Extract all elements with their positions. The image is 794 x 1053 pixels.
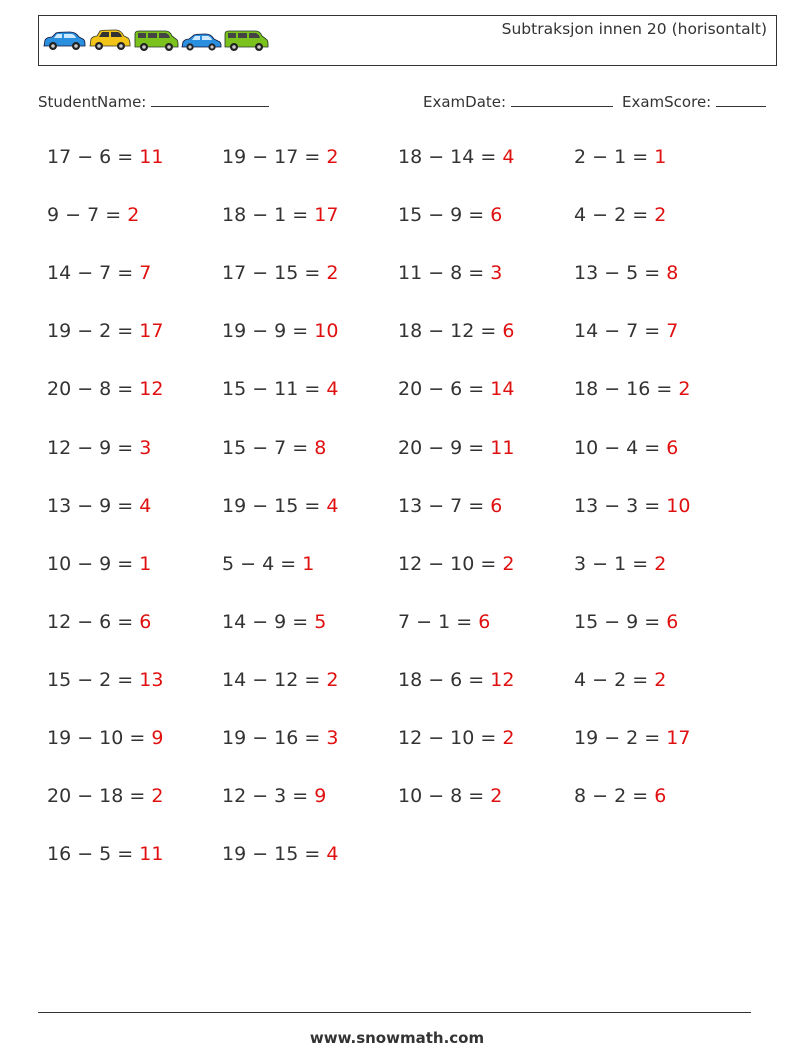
problem-question: 11 − 8 = [398,262,485,285]
problem-answer: 2 [326,668,339,691]
problem-question: 18 − 16 = [574,378,673,401]
problem-answer: 2 [654,204,667,227]
problem-question: 5 − 4 = [222,552,297,575]
van-icon [225,31,268,51]
problem-answer: 13 [139,668,164,691]
footer-divider [38,1012,751,1013]
student-name-label: StudentName: [38,93,147,111]
problem-item [222,437,326,459]
exam-date-label: ExamDate: [423,93,507,111]
problem-item [222,727,338,749]
problem-item [574,553,666,575]
car-icon [182,34,221,51]
problem-answer: 6 [502,320,515,343]
problem-answer: 4 [326,843,339,866]
problem-answer: 2 [490,785,503,808]
problem-question: 10 − 9 = [47,552,134,575]
problem-question: 19 − 2 = [574,727,661,749]
problem-question: 20 − 8 = [47,378,134,401]
problem-question: 19 − 15 = [222,843,321,866]
problem-item [222,611,326,633]
problem-answer: 8 [314,436,327,459]
problem-question: 17 − 6 = [47,146,134,168]
problem-item [47,378,163,400]
problem-answer: 6 [654,785,667,808]
problem-item [47,669,163,691]
problem-item [574,669,666,691]
problem-answer: 1 [302,552,315,575]
problem-item [398,378,514,400]
car-icon [90,30,130,50]
problem-question: 12 − 6 = [47,610,134,633]
problem-item [398,727,514,749]
problem-answer: 7 [666,320,679,343]
problem-answer: 2 [654,552,667,575]
problem-answer: 1 [139,552,152,575]
problem-question: 18 − 12 = [398,320,497,343]
problem-item [574,727,690,749]
problem-question: 14 − 12 = [222,668,321,691]
problem-answer: 6 [478,610,491,633]
problem-row [47,785,767,815]
problem-answer: 2 [654,668,667,691]
problem-item [222,843,338,865]
problem-answer: 3 [139,436,152,459]
problem-question: 14 − 7 = [47,262,134,285]
problem-item [398,785,502,807]
problem-question: 19 − 15 = [222,494,321,517]
problem-item [398,262,502,284]
problem-row [47,378,767,408]
problem-answer: 12 [139,378,164,401]
problem-question: 4 − 2 = [574,668,649,691]
problem-answer: 3 [326,727,339,749]
problem-item [574,495,690,517]
problem-item [47,320,163,342]
problem-question: 18 − 6 = [398,668,485,691]
exam-score-label: ExamScore: [622,93,712,111]
problem-row [47,262,767,292]
problem-item [222,785,326,807]
problem-item [222,553,314,575]
problem-answer: 2 [678,378,691,401]
problem-question: 4 − 2 = [574,204,649,227]
problem-item [574,378,690,400]
problem-question: 19 − 16 = [222,727,321,749]
problem-item [222,495,338,517]
problem-item [47,843,163,865]
problem-item [47,495,151,517]
problem-question: 12 − 3 = [222,785,309,808]
problem-answer: 4 [502,146,515,168]
problem-question: 12 − 10 = [398,552,497,575]
problem-answer: 1 [654,146,667,168]
problem-row [47,437,767,467]
problem-question: 19 − 10 = [47,727,146,749]
van-icon [135,31,178,51]
problem-answer: 6 [490,494,503,517]
problem-question: 13 − 9 = [47,494,134,517]
problem-question: 18 − 14 = [398,146,497,168]
vehicle-icons [42,28,272,54]
problem-answer: 11 [139,146,164,168]
problem-answer: 11 [490,436,515,459]
problem-answer: 9 [314,785,327,808]
problem-question: 19 − 9 = [222,320,309,343]
problem-question: 9 − 7 = [47,204,122,227]
problem-answer: 2 [326,146,339,168]
problem-question: 15 − 2 = [47,668,134,691]
problem-item [574,785,666,807]
problem-item [222,146,338,168]
problem-answer: 4 [326,494,339,517]
exam-score-field [622,93,766,111]
problem-question: 15 − 11 = [222,378,321,401]
exam-date-blank [511,94,613,107]
problem-answer: 6 [490,204,503,227]
problem-answer: 2 [151,785,164,808]
problem-row [47,669,767,699]
problem-question: 10 − 4 = [574,436,661,459]
problem-question: 18 − 1 = [222,204,309,227]
problem-answer: 17 [139,320,164,343]
problem-question: 20 − 6 = [398,378,485,401]
problem-answer: 3 [490,262,503,285]
problem-item [574,204,666,226]
problem-question: 16 − 5 = [47,843,134,866]
problem-answer: 2 [326,262,339,285]
exam-score-blank [716,94,766,107]
problem-answer: 6 [666,436,679,459]
problem-answer: 2 [127,204,140,227]
worksheet-header [38,15,777,66]
student-name-blank [151,94,269,107]
problem-answer: 6 [666,610,679,633]
problem-row [47,727,767,757]
problem-answer: 10 [314,320,339,343]
problem-item [47,204,139,226]
problem-question: 13 − 3 = [574,494,661,517]
problem-row [47,611,767,641]
problem-row [47,495,767,525]
problem-item [47,785,163,807]
problem-item [47,262,151,284]
problem-question: 7 − 1 = [398,610,473,633]
problem-question: 20 − 9 = [398,436,485,459]
problem-question: 19 − 2 = [47,320,134,343]
problem-item [398,611,490,633]
student-name-field [38,93,269,111]
problem-item [222,669,338,691]
problem-question: 15 − 9 = [398,204,485,227]
problem-item [222,320,338,342]
problem-item [47,437,151,459]
problem-item [398,495,502,517]
problem-item [574,320,678,342]
problem-answer: 9 [151,727,164,749]
problem-question: 13 − 5 = [574,262,661,285]
problem-row [47,553,767,583]
problem-answer: 5 [314,610,327,633]
problem-answer: 2 [502,552,515,575]
problem-item [398,553,514,575]
problem-answer: 11 [139,843,164,866]
problem-row [47,320,767,350]
problem-answer: 12 [490,668,515,691]
problem-row [47,204,767,234]
problem-question: 15 − 7 = [222,436,309,459]
problem-question: 10 − 8 = [398,785,485,808]
problem-item [47,611,151,633]
problem-question: 2 − 1 = [574,146,649,168]
problem-row [47,146,767,176]
car-icon [44,32,85,50]
problem-item [398,437,514,459]
problem-answer: 17 [314,204,339,227]
problem-answer: 7 [139,262,152,285]
problem-question: 17 − 15 = [222,262,321,285]
problem-item [574,146,666,168]
problem-item [47,553,151,575]
problem-question: 12 − 9 = [47,436,134,459]
problem-question: 14 − 9 = [222,610,309,633]
problem-item [574,437,678,459]
problem-question: 12 − 10 = [398,727,497,749]
problem-answer: 2 [502,727,515,749]
problem-answer: 14 [490,378,515,401]
problem-question: 3 − 1 = [574,552,649,575]
problem-answer: 4 [326,378,339,401]
problem-row [47,843,767,873]
problem-item [398,146,514,168]
problem-item [398,320,514,342]
problem-answer: 4 [139,494,152,517]
problem-answer: 17 [666,727,691,749]
problem-item [47,727,163,749]
footer-site: www.snowmath.com [309,1029,485,1047]
problem-question: 13 − 7 = [398,494,485,517]
worksheet-title: Subtraksjon innen 20 (horisontalt) [501,20,767,38]
problem-item [47,146,163,168]
problem-item [398,204,502,226]
problem-answer: 10 [666,494,691,517]
problem-item [222,204,338,226]
problem-item [222,378,338,400]
problem-item [574,262,678,284]
exam-date-field [423,93,613,111]
problem-answer: 8 [666,262,679,285]
problem-question: 8 − 2 = [574,785,649,808]
problem-item [222,262,338,284]
problem-question: 15 − 9 = [574,610,661,633]
problem-answer: 6 [139,610,152,633]
problem-question: 19 − 17 = [222,146,321,168]
problem-item [398,669,514,691]
problem-question: 20 − 18 = [47,785,146,808]
problem-item [574,611,678,633]
problem-question: 14 − 7 = [574,320,661,343]
